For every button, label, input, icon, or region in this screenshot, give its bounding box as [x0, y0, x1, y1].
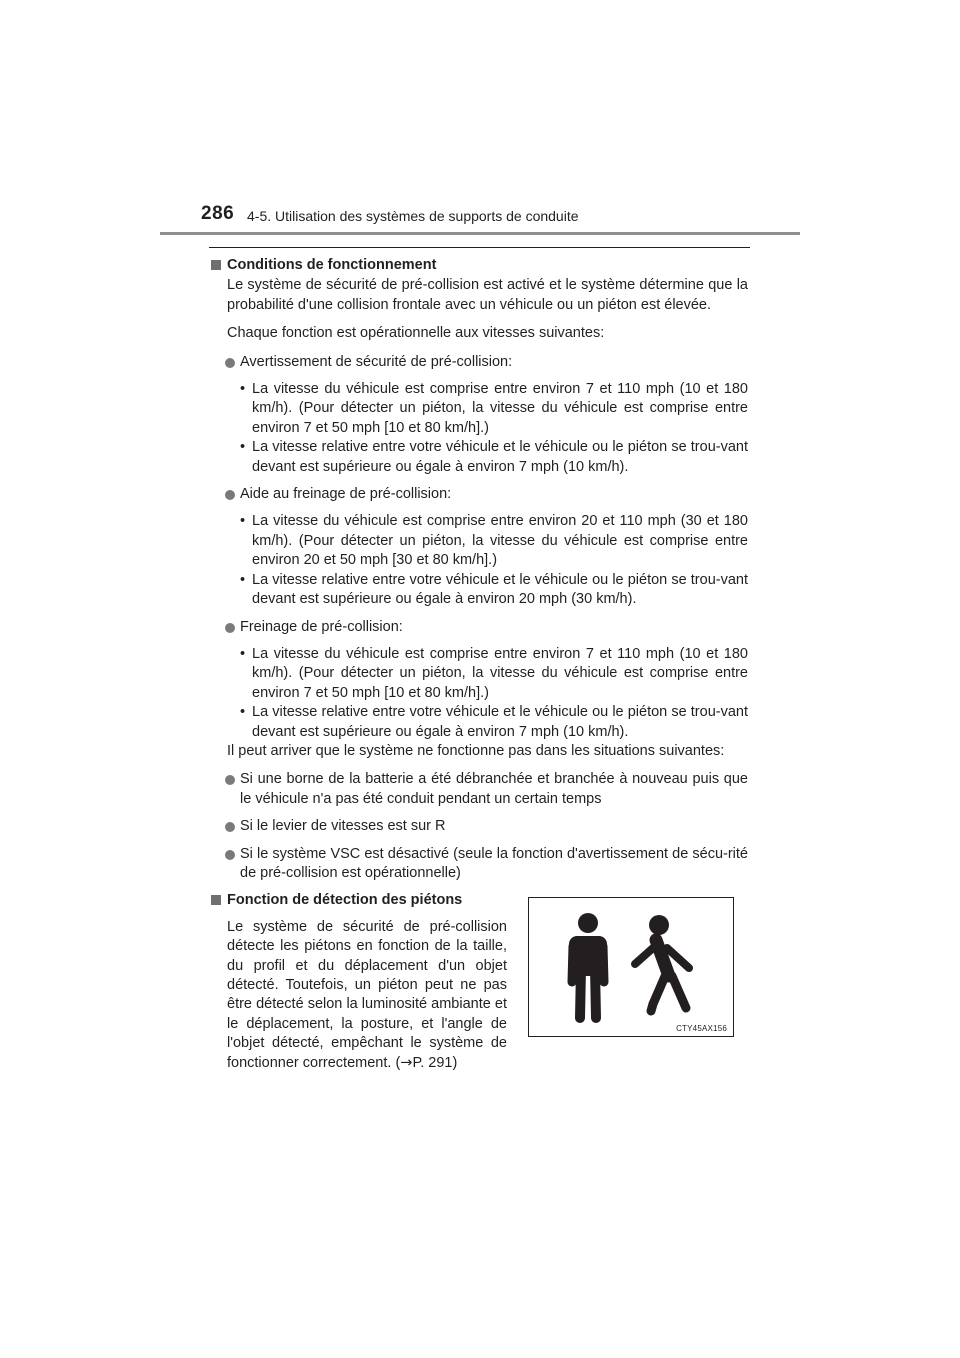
- function-label: Aide au freinage de pré-collision:: [240, 486, 452, 503]
- situation-text: Si le levier de vitesses est sur R: [240, 818, 446, 835]
- pedestrian-text: [209, 918, 507, 1073]
- content-rule: [209, 247, 750, 248]
- function-label: Freinage de pré-collision:: [240, 618, 403, 635]
- dot-bullet-icon: •: [240, 513, 246, 530]
- square-bullet-icon: [211, 895, 221, 905]
- function-label: Avertissement de sécurité de pré-collision:: [240, 353, 513, 370]
- list-item-text: La vitesse relative entre votre véhicule et le véhicule ou le piéton se trou-vant devant est supérieure ou égale à environ 7 mph (10 km/h).: [252, 439, 748, 475]
- list-item: [209, 571, 748, 610]
- arrow-right-icon: →: [400, 1054, 413, 1071]
- list-item-text: La vitesse relative entre votre véhicule et le véhicule ou le piéton se trou-vant devant est supérieure ou égale à environ 20 mph (30 km/h).: [252, 571, 748, 608]
- function-brake-assist: [209, 485, 748, 504]
- square-bullet-icon: [211, 260, 221, 270]
- list-item-text: La vitesse relative entre votre véhicule et le véhicule ou le piéton se trou-vant devant est supérieure ou égale à environ 7 mph (10 km/h).: [252, 704, 748, 740]
- situation-item: [209, 770, 748, 809]
- figure-code: CTY45AX156: [676, 1024, 727, 1033]
- list-item: [209, 438, 748, 477]
- dot-bullet-icon: •: [240, 381, 246, 398]
- round-bullet-icon: [225, 358, 235, 368]
- function-braking: [209, 618, 748, 637]
- function-warning: [209, 353, 748, 372]
- not-functioning-intro: Il peut arriver que le système ne fonctionne pas dans les situations suivantes:: [227, 742, 725, 759]
- list-item: [209, 380, 748, 438]
- dot-bullet-icon: •: [240, 645, 246, 662]
- round-bullet-icon: [225, 490, 235, 500]
- pedestrian-text-body: Le système de sécurité de pré-collision détecte les piétons en fonction de la taille, du profil et du déplacement d'un objet détecté. Toutefois, un piéton peut ne pas être détecté selon la luminosité ambiante et le déplacement, la posture, et l'angle de l'objet détecté, empêchant le système de fonctionner correctement. (: [227, 918, 507, 1071]
- page-reference-link[interactable]: P. 291): [412, 1054, 458, 1071]
- round-bullet-icon: [225, 775, 235, 785]
- section-title: 4-5. Utilisation des systèmes de supports de conduite: [247, 208, 579, 224]
- situation-item: [209, 817, 748, 836]
- list-item-text: La vitesse du véhicule est comprise entre environ 20 et 110 mph (30 et 180 km/h). (Pour détecter un piéton, la vitesse du véhicule est comprise entre environ 20 et 50 mph [30 et 80 km/h].): [252, 513, 748, 569]
- list-item-text: La vitesse du véhicule est comprise entre environ 7 et 110 mph (10 et 180 km/h). (Pour détecter un piéton, la vitesse du véhicule est comprise entre environ 7 et 50 mph [10 et 80 km/h].): [252, 645, 748, 701]
- conditions-intro: Le système de sécurité de pré-collision est activé et le système détermine que la probabilité d'une collision frontale avec un véhicule ou un piéton est élevée.: [227, 277, 748, 313]
- pedestrian-figures-icon: [529, 898, 733, 1036]
- round-bullet-icon: [225, 623, 235, 633]
- situation-text: Si une borne de la batterie a été débranchée et branchée à nouveau puis que le véhicule n'a pas été conduit pendant un certain temps: [240, 771, 748, 807]
- pedestrian-figure: [528, 897, 734, 1037]
- pedestrian-heading-text: Fonction de détection des piétons: [227, 892, 463, 909]
- list-item: [209, 703, 748, 742]
- round-bullet-icon: [225, 850, 235, 860]
- situation-text: Si le système VSC est désactivé (seule la fonction d'avertissement de sécu-rité de pré-collision est opérationnelle): [240, 845, 748, 881]
- dot-bullet-icon: •: [240, 704, 246, 721]
- conditions-heading-text: Conditions de fonctionnement: [227, 257, 437, 273]
- page-number: 286: [201, 203, 235, 224]
- header-rule: [160, 232, 800, 235]
- list-item: [209, 645, 748, 703]
- list-item-text: La vitesse du véhicule est comprise entre environ 7 et 110 mph (10 et 180 km/h). (Pour détecter un piéton, la vitesse du véhicule est comprise entre environ 7 et 50 mph [10 et 80 km/h].): [252, 381, 748, 436]
- dot-bullet-icon: •: [240, 571, 246, 588]
- round-bullet-icon: [225, 822, 235, 832]
- speeds-intro: Chaque fonction est opérationnelle aux vitesses suivantes:: [227, 325, 605, 342]
- list-item: [209, 512, 748, 570]
- situation-item: [209, 845, 748, 884]
- conditions-heading: [209, 256, 748, 275]
- dot-bullet-icon: •: [240, 439, 246, 456]
